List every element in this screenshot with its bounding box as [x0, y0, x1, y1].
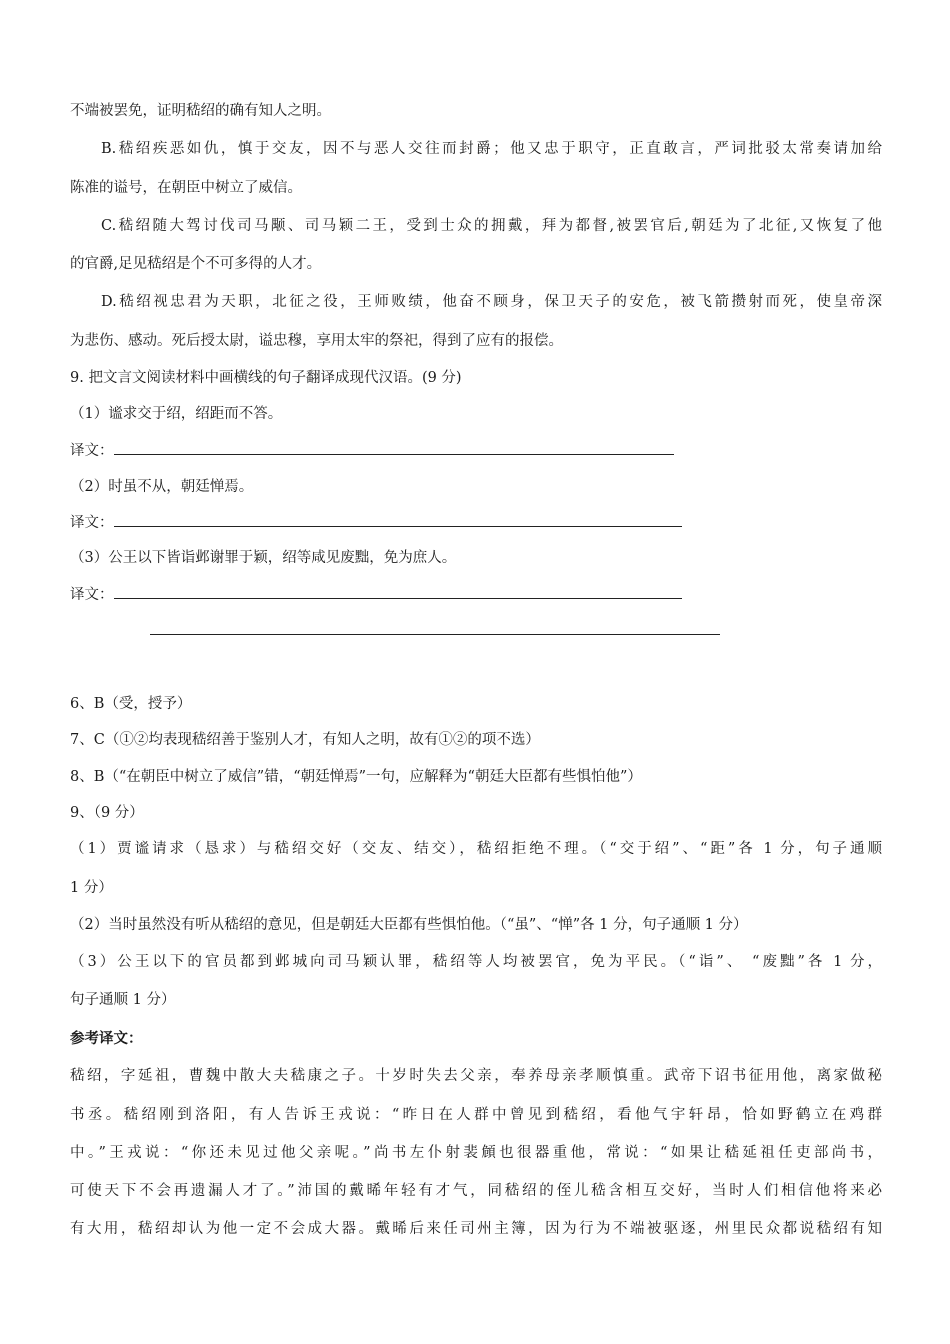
answer-underline-extra	[150, 634, 720, 635]
answer-8: 8、B（“在朝臣中树立了威信”错，“朝廷惮焉”一句，应解释为“朝廷大臣都有些惧怕他”）	[70, 769, 642, 785]
option-c-line-2: 的官爵,足见嵇绍是个不可多得的人才。	[70, 256, 322, 272]
translation-field-1[interactable]	[70, 440, 674, 461]
answer-9-heading: 9、（9 分）	[70, 805, 144, 821]
question-9-item-2: （2）时虽不从，朝廷惮焉。	[70, 479, 254, 495]
translation-field-3[interactable]	[70, 584, 682, 605]
reference-translation-line: 中。”王戎说：“你还未见过他父亲呢。”尚书左仆射裴頠也很器重他，常说：“如果让嵇延祖任吏部尚书，	[70, 1145, 882, 1161]
reference-translation-line: 嵇绍，字延祖，曹魏中散大夫嵇康之子。十岁时失去父亲，奉养母亲孝顺慎重。武帝下诏书征用他，离家做秘	[70, 1068, 882, 1084]
translation-field-2[interactable]	[70, 512, 682, 533]
answer-underline	[114, 584, 682, 599]
answer-underline	[114, 440, 674, 455]
answer-9-item-2: （2）当时虽然没有听从嵇绍的意见，但是朝廷大臣都有些惧怕他。（“虽”、“惮”各 1 分，句子通顺 1 分）	[70, 917, 748, 933]
answer-9-item-1-line-2: 1 分）	[70, 880, 113, 896]
option-b-line-1: B.嵇绍疾恶如仇，慎于交友，因不与恶人交往而封爵；他又忠于职守，正直敢言，严词批驳太常奏请加给	[101, 141, 882, 157]
option-b-line-2: 陈准的谥号，在朝臣中树立了威信。	[70, 180, 302, 196]
option-d-line-1: D.嵇绍视忠君为天职，北征之役，王师败绩，他奋不顾身，保卫天子的安危，被飞箭攒射而死，使皇帝深	[101, 294, 882, 310]
question-9-item-3: （3）公王以下皆诣邺谢罪于颖，绍等咸见废黜，免为庶人。	[70, 550, 457, 566]
answer-9-item-3-line-1: （3）公王以下的官员都到邺城向司马颖认罪，嵇绍等人均被罢官，免为平民。（“诣”、 “废黜”各 1 分，	[70, 954, 882, 970]
answer-9-item-1-line-1: （1）贾谧请求（恳求）与嵇绍交好（交友、结交），嵇绍拒绝不理。（“交于绍”、“距”各 1 分，句子通顺	[70, 841, 882, 857]
text-line: 不端被罢免，证明嵇绍的确有知人之明。	[70, 103, 331, 119]
reference-translation-line: 可使天下不会再遗漏人才了。”沛国的戴晞年轻有才气，同嵇绍的侄儿嵇含相互交好，当时人们相信他将来必	[70, 1183, 882, 1199]
question-9-item-1: （1）谧求交于绍，绍距而不答。	[70, 406, 283, 422]
reference-translation-heading: 参考译文：	[70, 1030, 143, 1047]
reference-translation-line: 有大用，嵇绍却认为他一定不会成大器。戴晞后来任司州主簿，因为行为不端被驱逐，州里民众都说嵇绍有知	[70, 1221, 882, 1237]
answer-7: 7、C（①②均表现嵇绍善于鉴别人才，有知人之明，故有①②的项不选）	[70, 732, 540, 748]
translation-label: 译文：	[70, 515, 114, 531]
answer-9-item-3-line-2: 句子通顺 1 分）	[70, 992, 176, 1008]
reference-translation-line: 书丞。嵇绍刚到洛阳，有人告诉王戎说：“昨日在人群中曾见到嵇绍，看他气宇轩昂，恰如野鹤立在鸡群	[70, 1107, 882, 1123]
option-c-line-1: C.嵇绍随大驾讨伐司马颙、司马颖二王，受到士众的拥戴，拜为都督,被罢官后,朝廷为了北征,又恢复了他	[101, 218, 882, 234]
answer-6: 6、B（受，授予）	[70, 696, 192, 712]
answer-underline	[114, 512, 682, 527]
translation-label: 译文：	[70, 443, 114, 459]
question-9-heading: 9. 把文言文阅读材料中画横线的句子翻译成现代汉语。(9 分)	[70, 370, 462, 386]
option-d-line-2: 为悲伤、感动。死后授太尉，谥忠穆，享用太牢的祭祀，得到了应有的报偿。	[70, 333, 563, 349]
translation-label: 译文：	[70, 587, 114, 603]
